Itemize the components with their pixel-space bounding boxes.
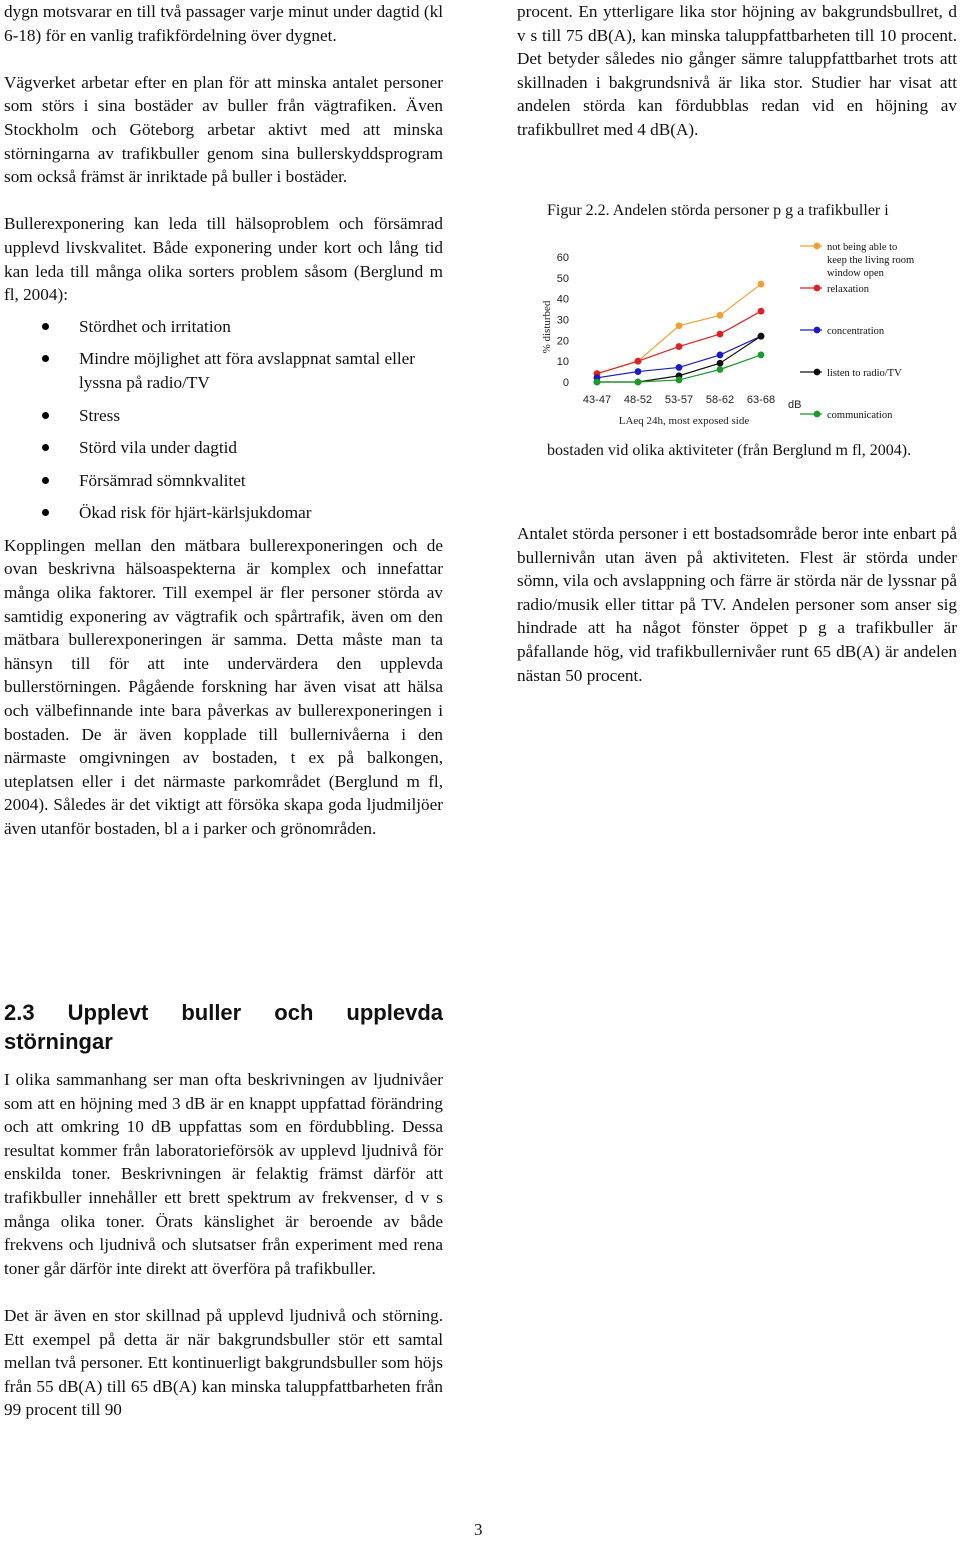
- health-effects-list: [4, 315, 443, 525]
- y-tick-label: 40: [556, 293, 569, 306]
- bullet-icon: [42, 355, 49, 362]
- data-point: [717, 360, 724, 367]
- x-unit-label: dB: [788, 399, 802, 411]
- x-tick-label: 43-47: [582, 394, 612, 406]
- y-ticks: [557, 252, 569, 389]
- data-point: [758, 308, 765, 315]
- legend: [800, 242, 914, 421]
- data-point: [758, 333, 765, 340]
- legend-label: concentration: [827, 326, 885, 337]
- data-point: [635, 358, 642, 365]
- figure-title: Figur 2.2. Andelen störda personer p g a trafikbuller i: [547, 202, 889, 219]
- y-axis-label: % disturbed: [541, 300, 553, 354]
- section-body: [4, 1068, 443, 1422]
- paragraph: Antalet störda personer i ett bostadsområde beror inte enbart på bullernivån utan även på aktiviteten. Flest är störda under sömn, vila och avslappning och färre är störda när de lyssnar på radio/musik eller tittar på TV. Andelen personer som anser sig hindrade att ha något fönster öppet p g a trafikbuller är påfallande hög, vid trafikbullernivåer runt 65 dB(A) är andelen nästan 50 procent.: [517, 524, 957, 685]
- data-point: [676, 322, 683, 329]
- legend-label: listen to radio/TV: [827, 368, 902, 379]
- x-ticks: [583, 394, 775, 406]
- data-point: [758, 352, 765, 359]
- y-tick-label: 20: [556, 335, 569, 348]
- paragraph: procent. En ytterligare lika stor höjning av bakgrundsbullret, d v s till 75 dB(A), kan minska taluppfattbarheten till 10 procent. Det betyder således nio gånger sämre taluppfattbarhet trots att skillnaden i bakgrundsnivå är lika stor. Studier har visat att andelen störda kan fördubblas redan vid en höjning av trafikbullret med 4 dB(A).: [517, 2, 957, 139]
- legend-marker: [814, 285, 821, 292]
- list-item: Störd vila under dagtid: [4, 436, 443, 460]
- data-point: [717, 352, 724, 359]
- bullet-icon: [42, 509, 49, 516]
- figure-caption: bostaden vid olika aktiviteter (från Berglund m fl, 2004).: [547, 442, 912, 459]
- bullet-icon: [42, 412, 49, 419]
- list-item: Stress: [4, 404, 443, 428]
- x-axis-label: LAeq 24h, most exposed side: [618, 415, 750, 427]
- data-point: [676, 377, 683, 384]
- legend-marker: [814, 243, 821, 250]
- paragraph: Kopplingen mellan den mätbara bullerexponeringen och de ovan beskrivna hälsoaspekterna är komplex och innefattar många olika faktorer. Till exempel är fler personer störda av samtidig exponering av vägtrafik och spårtrafik, även om den mätbara bullerexponeringen är samma. Detta måste man ta hänsyn till för att inte undervärdera den upplevda bullerstörningen. Pågående forskning har även visat att hälsa och välbefinnande inte bara påverkas av bullerexponeringen i bostaden. De är även kopplade till bullernivåerna i den närmaste omgivningen av bostaden, t ex på balkongen, uteplatsen eller i det närmaste parkområdet (Berglund m fl, 2004). Således är det viktigt att försöka skapa goda ljudmiljöer även utanför bostaden, bl a i parker och grönområden.: [4, 535, 443, 838]
- data-point: [676, 364, 683, 371]
- left-column: [4, 0, 443, 841]
- y-tick-label: 60: [556, 252, 569, 264]
- paragraph: dygn motsvarar en till två passager varje minut under dagtid (kl 6-18) för en vanlig trafikfördelning över dygnet.: [4, 2, 443, 45]
- list-item: Ökad risk för hjärt-kärlsjukdomar: [4, 501, 443, 525]
- bullet-icon: [42, 323, 49, 330]
- bullet-icon: [42, 444, 49, 451]
- paragraph: Vägverket arbetar efter en plan för att minska antalet personer som störs i sina bostäder av buller från vägtrafiken. Även Stockholm och Göteborg arbetar aktivt med att minska störningarna av trafikbuller genom sina bullerskyddsprogram som också främst är inriktade på buller i bostäder.: [4, 72, 443, 187]
- data-point: [635, 379, 642, 386]
- x-tick-label: 58-62: [705, 394, 735, 406]
- legend-label: relaxation: [827, 284, 869, 295]
- list-item: Mindre möjlighet att föra avslappnat samtal eller lyssna på radio/TV: [4, 347, 443, 394]
- x-tick-label: 48-52: [623, 394, 653, 406]
- data-point: [717, 331, 724, 338]
- data-point: [594, 379, 601, 386]
- data-point: [758, 281, 765, 288]
- legend-label: keep the living room: [827, 255, 915, 266]
- y-tick-label: 0: [562, 377, 569, 389]
- legend-label: communication: [827, 410, 893, 421]
- bullet-icon: [42, 477, 49, 484]
- y-tick-label: 10: [556, 356, 569, 369]
- legend-label: not being able to: [827, 242, 898, 253]
- list-item: Stördhet och irritation: [4, 315, 443, 339]
- series-group: [594, 281, 765, 386]
- data-point: [717, 312, 724, 319]
- data-point: [676, 343, 683, 350]
- legend-marker: [814, 411, 821, 418]
- data-point: [635, 368, 642, 375]
- series-line: [597, 336, 761, 378]
- paragraph: Bullerexponering kan leda till hälsoproblem och försämrad upplevd livskvalitet. Både exponering under kort och lång tid kan leda till många olika sorters problem såsom (Berglund m fl, 2004):: [4, 214, 443, 305]
- page-number: 3: [474, 1520, 483, 1539]
- x-tick-label: 63-68: [746, 394, 776, 406]
- disturbance-chart: [530, 232, 950, 432]
- legend-marker: [814, 327, 821, 334]
- right-column: [517, 0, 957, 142]
- y-tick-label: 30: [556, 314, 569, 327]
- legend-marker: [814, 369, 821, 376]
- data-point: [717, 366, 724, 373]
- section-heading: 2.3 Upplevt buller och upplevda störningar: [4, 1000, 443, 1054]
- legend-label: window open: [827, 268, 884, 279]
- list-item: Försämrad sömnkvalitet: [4, 469, 443, 493]
- x-tick-label: 53-57: [664, 394, 694, 406]
- paragraph: Det är även en stor skillnad på upplevd ljudnivå och störning. Ett exempel på detta är när bakgrundsbuller stör ett samtal mellan två personer. Ett kontinuerligt bakgrundsbuller som höjs från 55 dB(A) till 65 dB(A) kan minska taluppfattbarheten från 99 procent till 90: [4, 1305, 443, 1420]
- y-tick-label: 50: [556, 272, 569, 285]
- paragraph: I olika sammanhang ser man ofta beskrivningen av ljudnivåer som att en höjning med 3 dB är en knappt uppfattad förändring och att omkring 10 dB uppfattas som en fördubbling. Dessa resultat kommer från laboratorieförsök av upplevd ljudnivå för enskilda toner. Beskrivningen är felaktig främst därför att trafikbuller innehåller ett brett spektrum av frekvenser, d v s många olika toner. Örats känslighet är beroende av både frekvens och ljudnivå och slutsatser från experiment med rena toner går därför inte direkt att överföra på trafikbuller.: [4, 1070, 443, 1278]
